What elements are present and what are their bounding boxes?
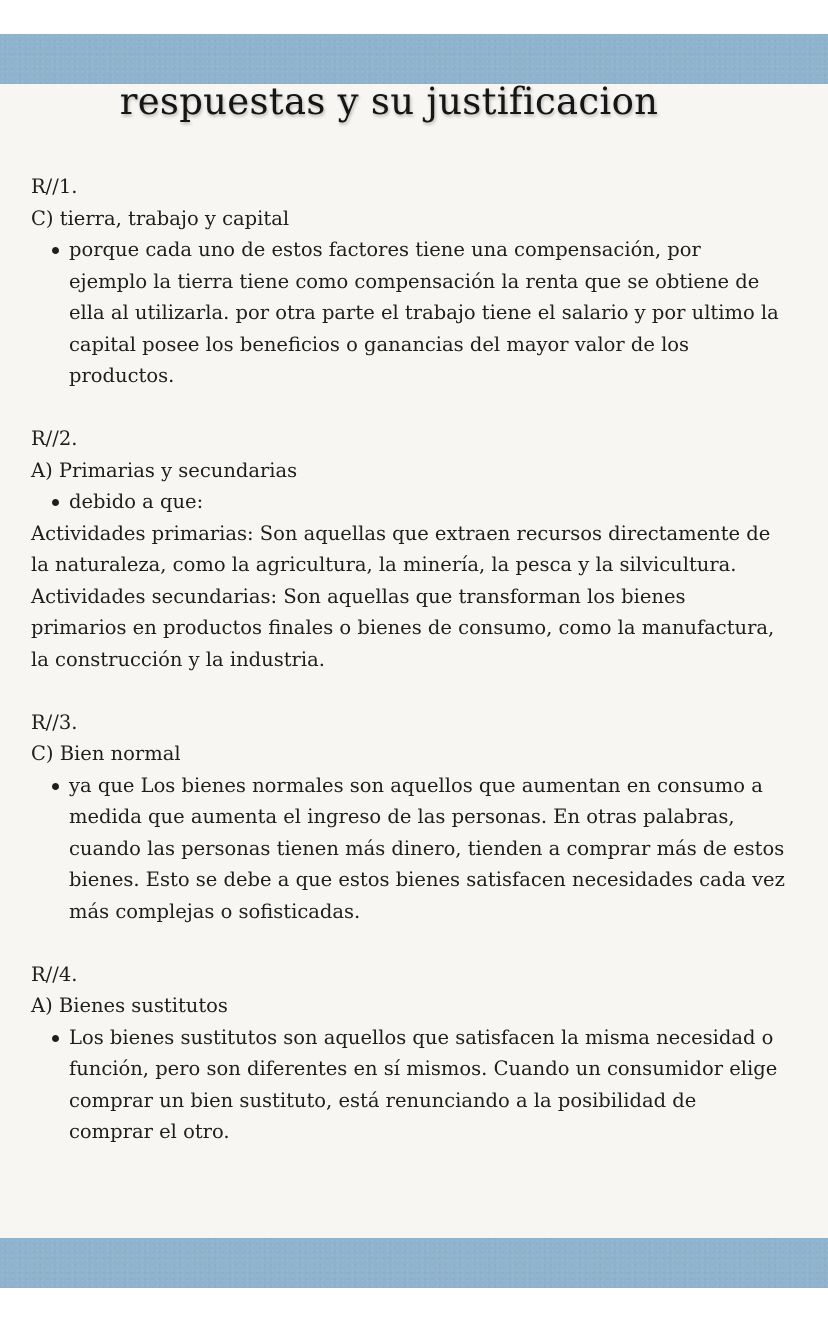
bullet-line: ella al utilizarla. por otra parte el trabajo tiene el salario y por ultimo la	[69, 301, 779, 324]
body-line: la naturaleza, como la agricultura, la minería, la pesca y la silvicultura.	[31, 553, 737, 576]
body-line: la construcción y la industria.	[31, 647, 325, 671]
answer-choice: C) Bien normal	[31, 742, 181, 765]
bottom-margin	[0, 1288, 828, 1321]
page-title: respuestas y su justificacion	[119, 80, 659, 123]
bullet-dot-icon	[52, 783, 59, 790]
bullet-line: medida que aumenta el ingreso de las personas. En otras palabras,	[69, 805, 735, 828]
body-line: Actividades secundarias: Son aquellas que transforman los bienes	[31, 584, 686, 608]
answer-section-1	[31, 171, 801, 392]
answer-section-4	[31, 959, 801, 1148]
bullet-line: productos.	[69, 364, 175, 387]
body-line: Actividades primarias: Son aquellas que extraen recursos directamente de	[31, 521, 771, 545]
bullet-dot-icon	[52, 499, 59, 506]
bullet-line: comprar el otro.	[69, 1120, 230, 1143]
bullet-line: capital posee los beneficios o ganancias del mayor valor de los	[69, 332, 690, 356]
bullet-line: Los bienes sustitutos son aquellos que satisfacen la misma necesidad o	[69, 1025, 774, 1049]
answers-content	[31, 171, 801, 1148]
top-margin	[0, 0, 828, 34]
bullet-line: debido a que:	[69, 490, 204, 513]
answer-number: R//1.	[31, 175, 78, 198]
bullet-line: ejemplo la tierra tiene como compensación la renta que se obtiene de	[69, 269, 760, 293]
bottom-decorative-band	[0, 1238, 828, 1288]
justification-bullet	[31, 234, 801, 392]
justification-bullet	[31, 1022, 801, 1148]
answer-choice: A) Bienes sustitutos	[31, 994, 228, 1017]
bullet-line: ya que Los bienes normales son aquellos que aumentan en consumo a	[69, 773, 763, 797]
bullet-line: cuando las personas tienen más dinero, tienden a comprar más de estos	[69, 836, 785, 860]
bullet-dot-icon	[52, 1035, 59, 1042]
top-decorative-band	[0, 34, 828, 84]
bullet-line: comprar un bien sustituto, está renunciando a la posibilidad de	[69, 1088, 697, 1112]
answer-section-2	[31, 423, 801, 675]
bullet-line: más complejas o sofisticadas.	[69, 899, 361, 923]
answer-choice: C) tierra, trabajo y capital	[31, 206, 290, 230]
bullet-line: porque cada uno de estos factores tiene una compensación, por	[69, 238, 701, 261]
justification-bullet	[31, 486, 801, 518]
bullet-line: función, pero son diferentes en sí mismos. Cuando un consumidor elige	[69, 1057, 778, 1080]
answer-number: R//4.	[31, 962, 78, 986]
body-line: primarios en productos finales o bienes de consumo, como la manufactura,	[31, 616, 775, 639]
answer-choice: A) Primarias y secundarias	[31, 458, 298, 482]
answer-number: R//3.	[31, 710, 78, 734]
answer-section-3	[31, 707, 801, 928]
bullet-line: bienes. Esto se debe a que estos bienes satisfacen necesidades cada vez	[69, 868, 785, 891]
bullet-dot-icon	[52, 247, 59, 254]
answer-number: R//2.	[31, 427, 78, 450]
justification-bullet	[31, 770, 801, 928]
